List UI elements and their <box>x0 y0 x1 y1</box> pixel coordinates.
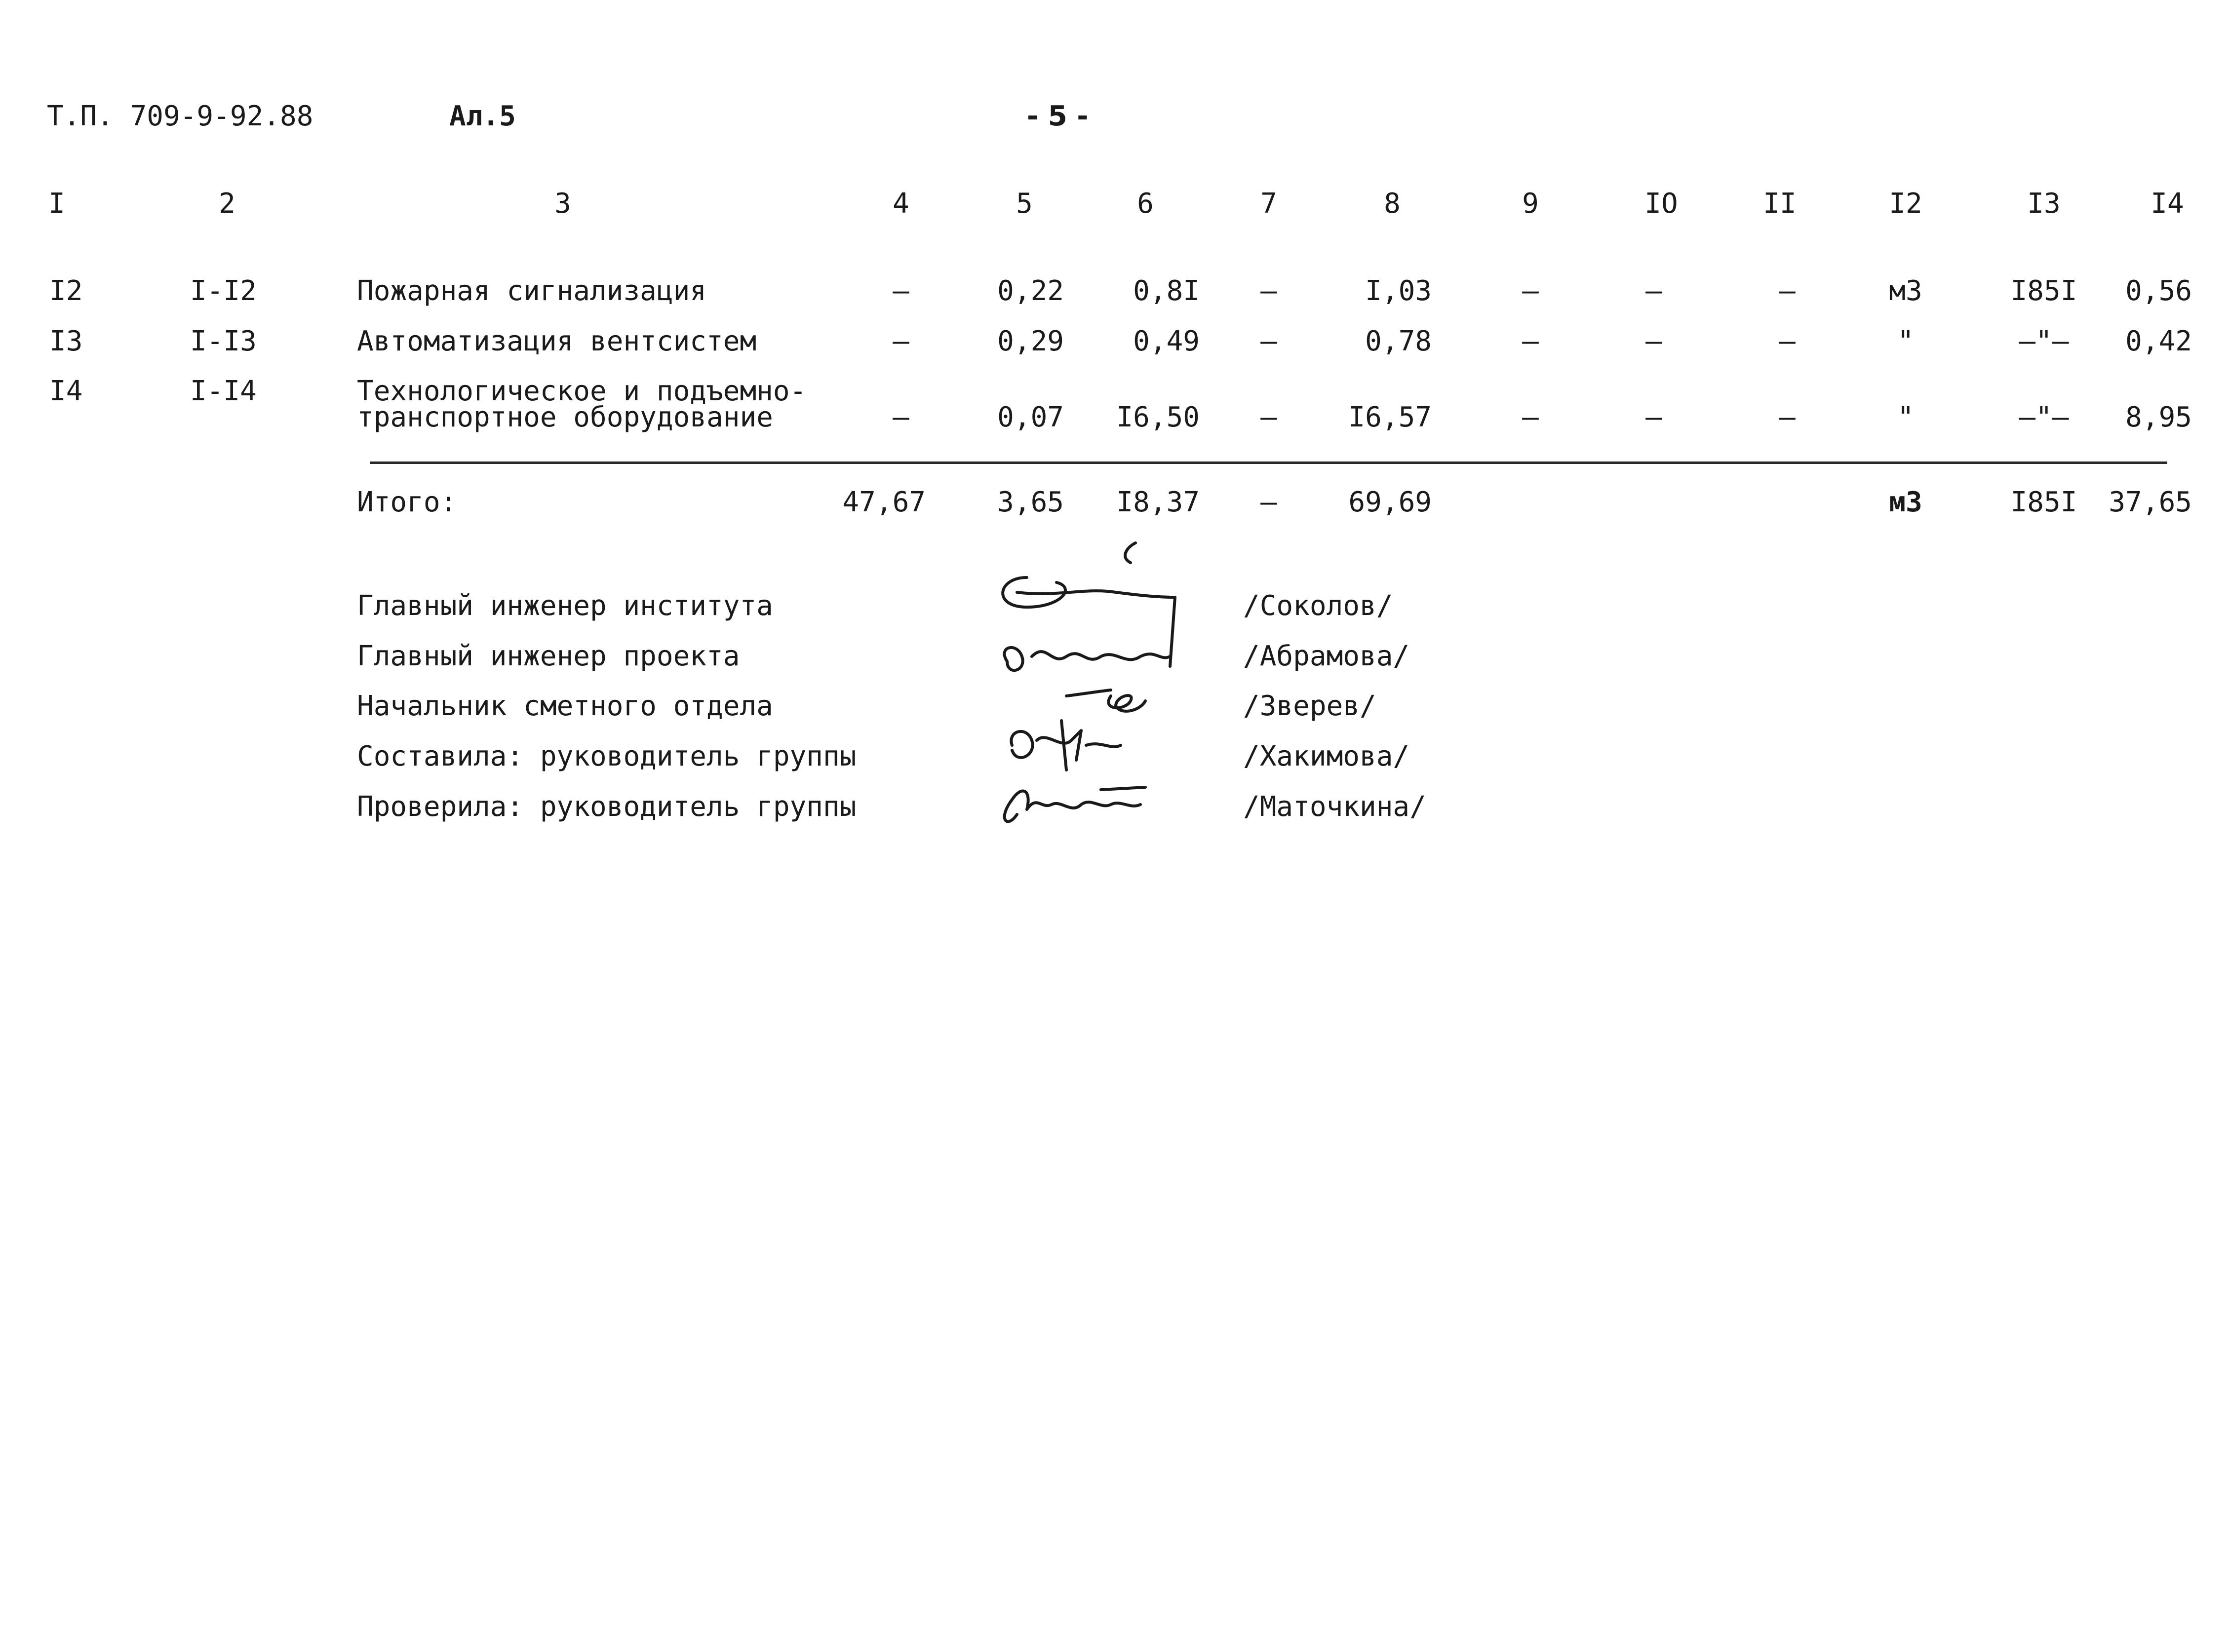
column-number: 7 <box>1260 188 1277 220</box>
cell-col14: 0,56 <box>2125 275 2192 307</box>
total-col6: I8,37 <box>1116 486 1200 518</box>
signature-title: Главный инженер института <box>357 590 773 622</box>
signature-title: Проверила: руководитель группы <box>357 791 857 823</box>
column-number: 4 <box>893 188 909 220</box>
cell-col11: – <box>1779 401 1796 433</box>
total-label: Итого: <box>357 486 457 518</box>
cell-col11: – <box>1779 325 1796 357</box>
signature-title: Главный инженер проекта <box>357 640 740 672</box>
signature-title: Начальник сметного отдела <box>357 690 773 722</box>
cell-col14: 0,42 <box>2125 325 2192 357</box>
signature-name: /Зверев/ <box>1243 690 1376 722</box>
row-name-line1: Технологическое и подъемно- <box>357 375 807 407</box>
signature-name: /Маточкина/ <box>1243 791 1426 823</box>
cell-col10: – <box>1645 401 1662 433</box>
cell-col13: –"– <box>2019 325 2069 357</box>
column-number: 2 <box>219 188 235 220</box>
total-col8: 69,69 <box>1348 486 1432 518</box>
signature-stroke <box>1061 721 1066 770</box>
signature-name: /Хакимова/ <box>1243 740 1410 772</box>
cell-col7: – <box>1260 275 1277 307</box>
cell-col4: – <box>893 325 909 357</box>
signature-stroke <box>1108 695 1145 711</box>
row-code: I-I4 <box>190 375 257 407</box>
cell-col6: I6,50 <box>1116 401 1200 433</box>
column-number: 3 <box>554 188 571 220</box>
row-name: Автоматизация вентсистем <box>357 325 757 357</box>
cell-col6: 0,8I <box>1133 275 1200 307</box>
cell-col8: 0,78 <box>1365 325 1432 357</box>
signature-stroke <box>1017 591 1175 597</box>
cell-col13: –"– <box>2019 401 2069 433</box>
handwritten-signatures <box>987 533 1205 839</box>
cell-col8: I6,57 <box>1348 401 1432 433</box>
signature-name: /Соколов/ <box>1243 590 1393 622</box>
cell-col12: " <box>1897 401 1914 433</box>
cell-col10: – <box>1645 275 1662 307</box>
cell-col9: – <box>1522 275 1539 307</box>
total-col4: 47,67 <box>842 486 926 518</box>
row-number: I2 <box>49 275 83 307</box>
cell-col5: 0,29 <box>997 325 1064 357</box>
column-number: 6 <box>1137 188 1154 220</box>
row-code: I-I2 <box>190 275 257 307</box>
signature-stroke <box>1005 791 1140 822</box>
signature-stroke <box>1004 648 1170 670</box>
cell-col5: 0,22 <box>997 275 1064 307</box>
signature-title: Составила: руководитель группы <box>357 740 857 772</box>
cell-col4: – <box>893 401 909 433</box>
cell-col7: – <box>1260 401 1277 433</box>
cell-col12: м3 <box>1889 275 1922 307</box>
column-number: IO <box>1644 188 1678 220</box>
column-number: I2 <box>1889 188 1922 220</box>
total-col14: 37,65 <box>2109 486 2192 518</box>
cell-col11: – <box>1779 275 1796 307</box>
column-number: I3 <box>2027 188 2061 220</box>
total-col13: I85I <box>2010 486 2077 518</box>
cell-col14: 8,95 <box>2125 401 2192 433</box>
row-number: I4 <box>49 375 83 407</box>
total-col7: – <box>1260 486 1277 518</box>
signature-stroke <box>1125 543 1135 563</box>
cell-col13: I85I <box>2010 275 2077 307</box>
cell-col9: – <box>1522 325 1539 357</box>
cell-col7: – <box>1260 325 1277 357</box>
page-number: - 5 - <box>1027 100 1089 132</box>
row-number: I3 <box>49 325 83 357</box>
document-code: Т.П. 709-9-92.88 <box>47 100 313 132</box>
cell-col5: 0,07 <box>997 401 1064 433</box>
signature-stroke <box>1066 690 1111 696</box>
column-number: 9 <box>1522 188 1539 220</box>
signature-stroke <box>1101 787 1145 790</box>
column-number: I <box>48 188 65 220</box>
cell-col12: " <box>1897 325 1914 357</box>
cell-col4: – <box>893 275 909 307</box>
total-col12: м3 <box>1889 486 1922 518</box>
table-divider <box>370 461 2167 464</box>
signature-name: /Абрамова/ <box>1243 640 1410 672</box>
cell-col9: – <box>1522 401 1539 433</box>
cell-col8: I,03 <box>1365 275 1432 307</box>
row-code: I-I3 <box>190 325 257 357</box>
row-name: Пожарная сигнализация <box>357 275 707 307</box>
cell-col10: – <box>1645 325 1662 357</box>
row-name-line2: транспортное оборудование <box>357 401 773 433</box>
cell-col6: 0,49 <box>1133 325 1200 357</box>
column-number: 8 <box>1384 188 1401 220</box>
sheet-label: Ал.5 <box>449 100 516 132</box>
column-number: 5 <box>1016 188 1033 220</box>
column-number: I4 <box>2151 188 2184 220</box>
total-col5: 3,65 <box>997 486 1064 518</box>
column-number: II <box>1763 188 1797 220</box>
